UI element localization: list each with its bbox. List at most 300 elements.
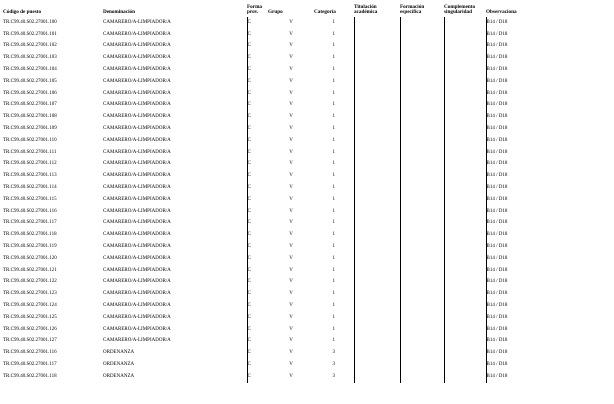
cell-formacion: [400, 76, 444, 88]
cell-observaciones: B14 / D18: [486, 324, 606, 336]
cell-code: TR.C99.40.S02.27001.106: [3, 90, 57, 96]
cell-denominacion: CAMARERO/A-LIMPIADOR/A: [103, 137, 171, 143]
cell-observaciones: B14 / D18: [486, 170, 606, 182]
cell-complemento: [444, 41, 486, 53]
table-row: [3, 159, 606, 171]
cell-forma-prov: C: [247, 100, 268, 112]
cell-formacion: [400, 182, 444, 194]
cell-formacion: [400, 324, 444, 336]
cell-complemento: [444, 147, 486, 159]
cell-grupo: V: [289, 161, 293, 167]
cell-denominacion: CAMARERO/A-LIMPIADOR/A: [103, 267, 171, 273]
cell-observaciones: B14 / D18: [486, 229, 606, 241]
cell-observaciones: B14 / D18: [486, 206, 606, 218]
header-formacion-line2: específica: [400, 9, 422, 16]
table-row: [3, 206, 606, 218]
cell-observaciones: B14 / D18: [486, 253, 606, 265]
cell-code: TR.C99.40.S02.27001.117: [3, 220, 57, 226]
header-grupo: Grupo: [268, 9, 283, 16]
cell-forma-prov: C: [247, 336, 268, 348]
cell-forma-prov: C: [247, 347, 268, 359]
cell-titulacion: [354, 41, 400, 53]
cell-forma-prov: C: [247, 135, 268, 147]
header-titulacion-line2: académica: [354, 9, 378, 16]
cell-forma-prov: C: [247, 206, 268, 218]
cell-complemento: [444, 88, 486, 100]
cell-formacion: [400, 300, 444, 312]
cell-categoria: 1: [332, 161, 335, 167]
cell-titulacion: [354, 371, 400, 383]
cell-categoria: 1: [332, 244, 335, 250]
cell-categoria: 3: [332, 373, 335, 379]
cell-formacion: [400, 159, 444, 171]
cell-grupo: V: [289, 362, 293, 367]
cell-categoria: 1: [332, 31, 335, 37]
cell-code: TR.C99.40.S02.27001.121: [3, 267, 57, 273]
cell-complemento: [444, 229, 486, 241]
cell-grupo: V: [289, 232, 293, 238]
table-row: [3, 194, 606, 206]
cell-code: TR.C99.40.S02.27001.102: [3, 43, 57, 49]
cell-categoria: 1: [332, 173, 335, 179]
cell-denominacion: CAMARERO/A-LIMPIADOR/A: [103, 67, 171, 73]
cell-code: TR.C99.40.S02.27001.116: [3, 208, 57, 214]
cell-titulacion: [354, 206, 400, 218]
cell-observaciones: B14 / D18: [486, 135, 606, 147]
header-complemento: [444, 0, 486, 17]
cell-denominacion: CAMARERO/A-LIMPIADOR/A: [103, 78, 171, 84]
header-formacion-line1: Formación: [400, 3, 425, 10]
cell-titulacion: [354, 64, 400, 76]
cell-titulacion: [354, 359, 400, 371]
cell-complemento: [444, 359, 486, 371]
cell-observaciones: B14 / D18: [486, 52, 606, 64]
cell-forma-prov: C: [247, 288, 268, 300]
cell-categoria: 1: [332, 326, 335, 332]
cell-complemento: [444, 194, 486, 206]
cell-categoria: 1: [332, 137, 335, 143]
cell-categoria: 1: [332, 255, 335, 261]
cell-formacion: [400, 277, 444, 289]
cell-forma-prov: C: [247, 111, 268, 123]
cell-forma-prov: C: [247, 277, 268, 289]
cell-observaciones: B14 / D18: [486, 241, 606, 253]
cell-formacion: [400, 253, 444, 265]
cell-denominacion: CAMARERO/A-LIMPIADOR/A: [103, 55, 171, 61]
cell-code: TR.C99.40.S02.27001.104: [3, 67, 57, 73]
cell-forma-prov: C: [247, 41, 268, 53]
cell-categoria: 1: [332, 279, 335, 285]
header-row: [3, 0, 606, 17]
header-titulacion-line1: Titulación: [354, 3, 377, 10]
cell-denominacion: CAMARERO/A-LIMPIADOR/A: [103, 126, 171, 132]
cell-complemento: [444, 52, 486, 64]
cell-denominacion: CAMARERO/A-LIMPIADOR/A: [103, 279, 171, 285]
cell-complemento: [444, 17, 486, 29]
cell-denominacion: ORDENANZA: [103, 373, 135, 379]
header-forma-line2: prov.: [247, 9, 259, 16]
cell-titulacion: [354, 300, 400, 312]
cell-titulacion: [354, 111, 400, 123]
table-row: [3, 17, 606, 29]
cell-observaciones: B14 / D18: [486, 371, 606, 383]
cell-observaciones: B14 / D18: [486, 347, 606, 359]
cell-denominacion: CAMARERO/A-LIMPIADOR/A: [103, 326, 171, 332]
cell-grupo: V: [289, 102, 293, 108]
cell-grupo: V: [289, 31, 293, 37]
cell-categoria: 1: [332, 303, 335, 309]
cell-titulacion: [354, 253, 400, 265]
cell-categoria: 1: [332, 126, 335, 132]
cell-observaciones: B14 / D18: [486, 29, 606, 41]
header-formacion: [400, 0, 444, 17]
cell-grupo: V: [289, 255, 293, 261]
table-row: [3, 300, 606, 312]
table-row: [3, 371, 606, 383]
cell-complemento: [444, 277, 486, 289]
table-row: [3, 336, 606, 348]
header-forma-prov: [247, 0, 268, 17]
cell-forma-prov: C: [247, 52, 268, 64]
cell-forma-prov: C: [247, 64, 268, 76]
cell-observaciones: B14 / D18: [486, 265, 606, 277]
positions-table: [3, 0, 606, 383]
cell-denominacion: CAMARERO/A-LIMPIADOR/A: [103, 196, 171, 202]
table-row: [3, 29, 606, 41]
cell-complemento: [444, 253, 486, 265]
cell-categoria: 1: [332, 90, 335, 96]
cell-observaciones: B14 / D18: [486, 300, 606, 312]
cell-grupo: V: [289, 373, 293, 379]
table-row: [3, 123, 606, 135]
cell-code: TR.C99.40.S02.27001.112: [3, 161, 57, 167]
cell-categoria: 1: [332, 114, 335, 120]
cell-observaciones: B14 / D18: [486, 147, 606, 159]
cell-code: TR.C99.40.S02.27001.113: [3, 173, 57, 179]
cell-denominacion: CAMARERO/A-LIMPIADOR/A: [103, 185, 171, 191]
cell-formacion: [400, 17, 444, 29]
cell-code: TR.C99.40.S02.27001.115: [3, 196, 57, 202]
cell-denominacion: CAMARERO/A-LIMPIADOR/A: [103, 244, 171, 250]
cell-formacion: [400, 135, 444, 147]
table-row: [3, 241, 606, 253]
cell-code: TR.C99.40.S02.27001.126: [3, 326, 57, 332]
cell-forma-prov: C: [247, 229, 268, 241]
cell-formacion: [400, 206, 444, 218]
cell-code: TR.C99.40.S02.27001.116: [3, 350, 57, 356]
cell-observaciones: B14 / D18: [486, 218, 606, 230]
cell-code: TR.C99.40.S02.27001.120: [3, 255, 57, 261]
cell-observaciones: B14 / D18: [486, 312, 606, 324]
table-row: [3, 324, 606, 336]
cell-complemento: [444, 324, 486, 336]
table-row: [3, 100, 606, 112]
cell-code: TR.C99.40.S02.27001.107: [3, 102, 57, 108]
cell-forma-prov: C: [247, 17, 268, 29]
cell-denominacion: ORDENANZA: [103, 362, 135, 367]
header-categoria: Categoría: [314, 9, 336, 16]
header-complemento-line1: Complemento: [444, 3, 476, 10]
cell-denominacion: CAMARERO/A-LIMPIADOR/A: [103, 90, 171, 96]
header-observaciones: Observaciona: [486, 9, 517, 16]
cell-complemento: [444, 170, 486, 182]
cell-complemento: [444, 111, 486, 123]
cell-titulacion: [354, 170, 400, 182]
table-row: [3, 147, 606, 159]
cell-grupo: V: [289, 196, 293, 202]
cell-complemento: [444, 300, 486, 312]
cell-formacion: [400, 288, 444, 300]
cell-formacion: [400, 29, 444, 41]
cell-titulacion: [354, 135, 400, 147]
cell-complemento: [444, 347, 486, 359]
cell-titulacion: [354, 288, 400, 300]
cell-denominacion: CAMARERO/A-LIMPIADOR/A: [103, 208, 171, 214]
cell-titulacion: [354, 147, 400, 159]
table-row: [3, 253, 606, 265]
cell-denominacion: CAMARERO/A-LIMPIADOR/A: [103, 19, 171, 25]
cell-grupo: V: [289, 208, 293, 214]
cell-complemento: [444, 182, 486, 194]
cell-titulacion: [354, 218, 400, 230]
header-denominacion: Denominación: [103, 9, 135, 16]
cell-code: TR.C99.40.S02.27001.122: [3, 279, 57, 285]
cell-observaciones: B14 / D18: [486, 17, 606, 29]
cell-forma-prov: C: [247, 76, 268, 88]
table-row: [3, 135, 606, 147]
cell-grupo: V: [289, 314, 293, 320]
cell-categoria: 1: [332, 185, 335, 191]
cell-code: TR.C99.40.S02.27001.101: [3, 31, 57, 37]
cell-titulacion: [354, 336, 400, 348]
cell-denominacion: CAMARERO/A-LIMPIADOR/A: [103, 220, 171, 226]
cell-forma-prov: C: [247, 253, 268, 265]
cell-grupo: V: [289, 350, 293, 356]
cell-formacion: [400, 347, 444, 359]
cell-categoria: 1: [332, 43, 335, 49]
cell-code: TR.C99.40.S02.27001.118: [3, 232, 57, 238]
cell-denominacion: CAMARERO/A-LIMPIADOR/A: [103, 314, 171, 320]
cell-observaciones: B14 / D18: [486, 182, 606, 194]
cell-categoria: 1: [332, 232, 335, 238]
cell-titulacion: [354, 277, 400, 289]
cell-observaciones: B14 / D18: [486, 288, 606, 300]
header-complemento-line2: singularidad: [444, 9, 472, 16]
cell-observaciones: B14 / D18: [486, 359, 606, 371]
cell-titulacion: [354, 194, 400, 206]
table-row: [3, 312, 606, 324]
cell-formacion: [400, 41, 444, 53]
cell-complemento: [444, 288, 486, 300]
table-row: [3, 64, 606, 76]
table-row: [3, 52, 606, 64]
cell-denominacion: CAMARERO/A-LIMPIADOR/A: [103, 173, 171, 179]
table-row: [3, 182, 606, 194]
cell-categoria: 1: [332, 55, 335, 61]
cell-denominacion: CAMARERO/A-LIMPIADOR/A: [103, 291, 171, 297]
cell-categoria: 1: [332, 338, 335, 344]
cell-grupo: V: [289, 114, 293, 120]
cell-forma-prov: C: [247, 194, 268, 206]
cell-titulacion: [354, 29, 400, 41]
cell-grupo: V: [289, 149, 293, 155]
cell-grupo: V: [289, 19, 293, 25]
cell-observaciones: B14 / D18: [486, 123, 606, 135]
cell-grupo: V: [289, 326, 293, 332]
cell-categoria: 3: [332, 350, 335, 356]
cell-code: TR.C99.40.S02.27001.111: [3, 149, 57, 155]
cell-categoria: 1: [332, 67, 335, 73]
cell-forma-prov: C: [247, 312, 268, 324]
cell-observaciones: B14 / D18: [486, 336, 606, 348]
cell-code: TR.C99.40.S02.27001.110: [3, 137, 57, 143]
cell-grupo: V: [289, 126, 293, 132]
cell-forma-prov: C: [247, 371, 268, 383]
cell-complemento: [444, 206, 486, 218]
cell-code: TR.C99.40.S02.27001.123: [3, 291, 57, 297]
cell-denominacion: CAMARERO/A-LIMPIADOR/A: [103, 114, 171, 120]
table-row: [3, 229, 606, 241]
cell-forma-prov: C: [247, 265, 268, 277]
cell-denominacion: CAMARERO/A-LIMPIADOR/A: [103, 161, 171, 167]
cell-code: TR.C99.40.S02.27001.100: [3, 19, 57, 25]
cell-complemento: [444, 76, 486, 88]
cell-code: TR.C99.40.S02.27001.118: [3, 373, 57, 379]
table-row: [3, 265, 606, 277]
cell-denominacion: CAMARERO/A-LIMPIADOR/A: [103, 149, 171, 155]
cell-observaciones: B14 / D18: [486, 159, 606, 171]
cell-forma-prov: C: [247, 218, 268, 230]
cell-titulacion: [354, 100, 400, 112]
cell-formacion: [400, 170, 444, 182]
header-forma-line1: Forma: [247, 3, 262, 10]
cell-titulacion: [354, 88, 400, 100]
table-row: [3, 170, 606, 182]
cell-forma-prov: C: [247, 29, 268, 41]
cell-formacion: [400, 371, 444, 383]
cell-code: TR.C99.40.S02.27001.127: [3, 338, 57, 344]
cell-grupo: V: [289, 303, 293, 309]
cell-formacion: [400, 52, 444, 64]
cell-complemento: [444, 336, 486, 348]
cell-titulacion: [354, 182, 400, 194]
cell-complemento: [444, 64, 486, 76]
table-row: [3, 41, 606, 53]
cell-formacion: [400, 229, 444, 241]
cell-forma-prov: C: [247, 359, 268, 371]
cell-titulacion: [354, 229, 400, 241]
cell-denominacion: CAMARERO/A-LIMPIADOR/A: [103, 43, 171, 49]
cell-titulacion: [354, 324, 400, 336]
cell-formacion: [400, 64, 444, 76]
cell-denominacion: CAMARERO/A-LIMPIADOR/A: [103, 303, 171, 309]
cell-grupo: V: [289, 291, 293, 297]
cell-denominacion: CAMARERO/A-LIMPIADOR/A: [103, 255, 171, 261]
cell-formacion: [400, 111, 444, 123]
cell-forma-prov: C: [247, 170, 268, 182]
cell-titulacion: [354, 123, 400, 135]
cell-forma-prov: C: [247, 182, 268, 194]
cell-grupo: V: [289, 78, 293, 84]
cell-formacion: [400, 100, 444, 112]
cell-formacion: [400, 123, 444, 135]
cell-forma-prov: C: [247, 300, 268, 312]
cell-complemento: [444, 265, 486, 277]
cell-grupo: V: [289, 220, 293, 226]
cell-formacion: [400, 194, 444, 206]
cell-denominacion: CAMARERO/A-LIMPIADOR/A: [103, 31, 171, 37]
cell-forma-prov: C: [247, 324, 268, 336]
cell-categoria: 1: [332, 102, 335, 108]
cell-forma-prov: C: [247, 147, 268, 159]
cell-grupo: V: [289, 67, 293, 73]
cell-formacion: [400, 241, 444, 253]
cell-formacion: [400, 312, 444, 324]
cell-categoria: 1: [332, 19, 335, 25]
cell-code: TR.C99.40.S02.27001.125: [3, 314, 57, 320]
cell-observaciones: B14 / D18: [486, 277, 606, 289]
cell-denominacion: CAMARERO/A-LIMPIADOR/A: [103, 232, 171, 238]
cell-formacion: [400, 265, 444, 277]
cell-titulacion: [354, 17, 400, 29]
cell-grupo: V: [289, 185, 293, 191]
cell-denominacion: CAMARERO/A-LIMPIADOR/A: [103, 102, 171, 108]
cell-forma-prov: C: [247, 241, 268, 253]
cell-complemento: [444, 241, 486, 253]
cell-formacion: [400, 359, 444, 371]
cell-code: TR.C99.40.S02.27001.124: [3, 303, 57, 309]
cell-denominacion: CAMARERO/A-LIMPIADOR/A: [103, 338, 171, 344]
cell-observaciones: B14 / D18: [486, 100, 606, 112]
cell-grupo: V: [289, 338, 293, 344]
cell-observaciones: B14 / D18: [486, 111, 606, 123]
cell-complemento: [444, 29, 486, 41]
table-row: [3, 76, 606, 88]
cell-formacion: [400, 336, 444, 348]
cell-observaciones: B14 / D18: [486, 194, 606, 206]
cell-categoria: 1: [332, 149, 335, 155]
cell-forma-prov: C: [247, 88, 268, 100]
cell-formacion: [400, 218, 444, 230]
cell-grupo: V: [289, 244, 293, 250]
table-row: [3, 218, 606, 230]
cell-code: TR.C99.40.S02.27001.103: [3, 55, 57, 61]
cell-categoria: 1: [332, 267, 335, 273]
cell-titulacion: [354, 347, 400, 359]
cell-titulacion: [354, 241, 400, 253]
cell-complemento: [444, 312, 486, 324]
cell-grupo: V: [289, 90, 293, 96]
cell-grupo: V: [289, 279, 293, 285]
cell-grupo: V: [289, 137, 293, 143]
cell-grupo: V: [289, 173, 293, 179]
cell-forma-prov: C: [247, 123, 268, 135]
table-row: [3, 88, 606, 100]
cell-code: TR.C99.40.S02.27001.108: [3, 114, 57, 120]
cell-observaciones: B14 / D18: [486, 76, 606, 88]
cell-code: TR.C99.40.S02.27001.117: [3, 362, 57, 367]
cell-titulacion: [354, 52, 400, 64]
table-row: [3, 288, 606, 300]
cell-observaciones: B14 / D18: [486, 41, 606, 53]
table-row: [3, 359, 606, 371]
cell-complemento: [444, 218, 486, 230]
cell-code: TR.C99.40.S02.27001.105: [3, 78, 57, 84]
cell-complemento: [444, 100, 486, 112]
cell-forma-prov: C: [247, 159, 268, 171]
cell-grupo: V: [289, 55, 293, 61]
cell-complemento: [444, 123, 486, 135]
